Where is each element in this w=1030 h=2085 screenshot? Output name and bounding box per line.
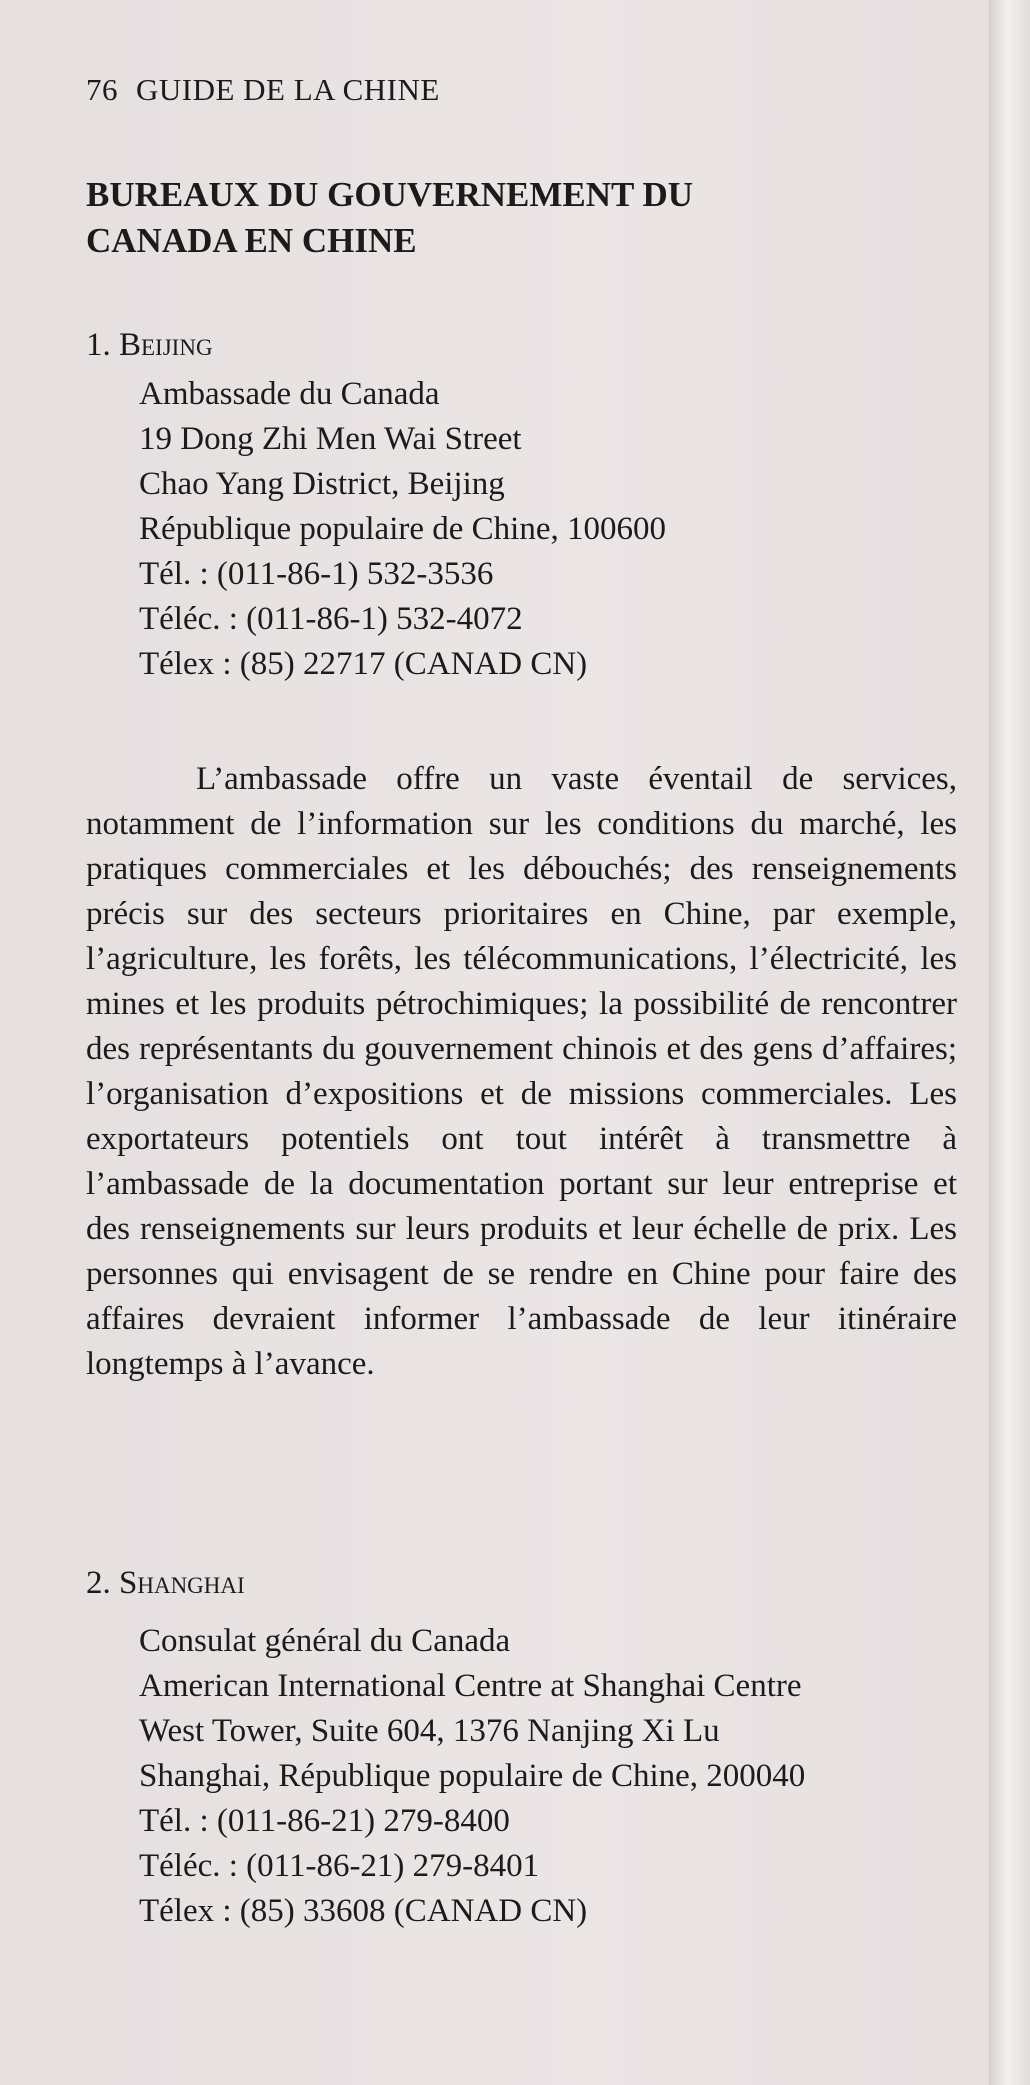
address-line: West Tower, Suite 604, 1376 Nanjing Xi Lu bbox=[139, 1713, 720, 1749]
section-title: BUREAUX DU GOUVERNEMENT DU CANADA EN CHINE bbox=[86, 175, 694, 260]
running-head bbox=[86, 72, 440, 108]
address-block-beijing bbox=[139, 372, 666, 687]
running-head-title: GUIDE DE LA CHINE bbox=[136, 72, 440, 107]
entry-city: Beijing bbox=[119, 327, 213, 363]
fax-line: Téléc. : (011-86-1) 532-4072 bbox=[139, 601, 523, 637]
phone-line: Tél. : (011-86-21) 279-8400 bbox=[139, 1803, 510, 1839]
address-line: Ambassade du Canada bbox=[139, 376, 440, 412]
entry-heading-shanghai bbox=[86, 1565, 245, 1602]
address-line: American International Centre at Shanghai Centre bbox=[139, 1668, 802, 1704]
entry-number: 2. bbox=[86, 1565, 111, 1601]
page-edge bbox=[989, 0, 1030, 2085]
address-line: 19 Dong Zhi Men Wai Street bbox=[139, 421, 522, 457]
phone-line: Tél. : (011-86-1) 532-3536 bbox=[139, 556, 494, 592]
address-line: République populaire de Chine, 100600 bbox=[139, 511, 666, 547]
address-block-shanghai bbox=[139, 1619, 805, 1934]
body-paragraph: L’ambassade offre un vaste éventail de services, notamment de l’information sur les conditions du marché, les pratiques commerciales et les débouchés; des renseignements précis sur des secteurs prioritaires en Chine, par exemple, l’agriculture, les forêts, les télécommunications, l’électricité, les mines et les produits pétrochimiques; la possibilité de rencontrer des représentants du gouvernement chinois et des gens d’affaires; l’organisation d’expositions et de missions commerciales. Les exportateurs potentiels ont tout intérêt à transmettre à l’ambassade de la documentation portant sur leur entreprise et des renseignements sur leurs produits et leur échelle de prix. Les personnes qui envisagent de se rendre en Chine pour faire des affaires devraient informer l’ambassade de leur itinéraire longtemps à l’avance. bbox=[86, 761, 957, 1382]
telex-line: Télex : (85) 22717 (CANAD CN) bbox=[139, 646, 588, 682]
address-line: Shanghai, République populaire de Chine, 200040 bbox=[139, 1758, 806, 1794]
fax-line: Téléc. : (011-86-21) 279-8401 bbox=[139, 1848, 540, 1884]
entry-number: 1. bbox=[86, 327, 111, 363]
telex-line: Télex : (85) 33608 (CANAD CN) bbox=[139, 1893, 588, 1929]
entry-city: Shanghai bbox=[119, 1565, 245, 1601]
page-number: 76 bbox=[86, 72, 118, 107]
address-line: Chao Yang District, Beijing bbox=[139, 466, 505, 502]
entry-heading-beijing bbox=[86, 327, 213, 364]
address-line: Consulat général du Canada bbox=[139, 1623, 511, 1659]
